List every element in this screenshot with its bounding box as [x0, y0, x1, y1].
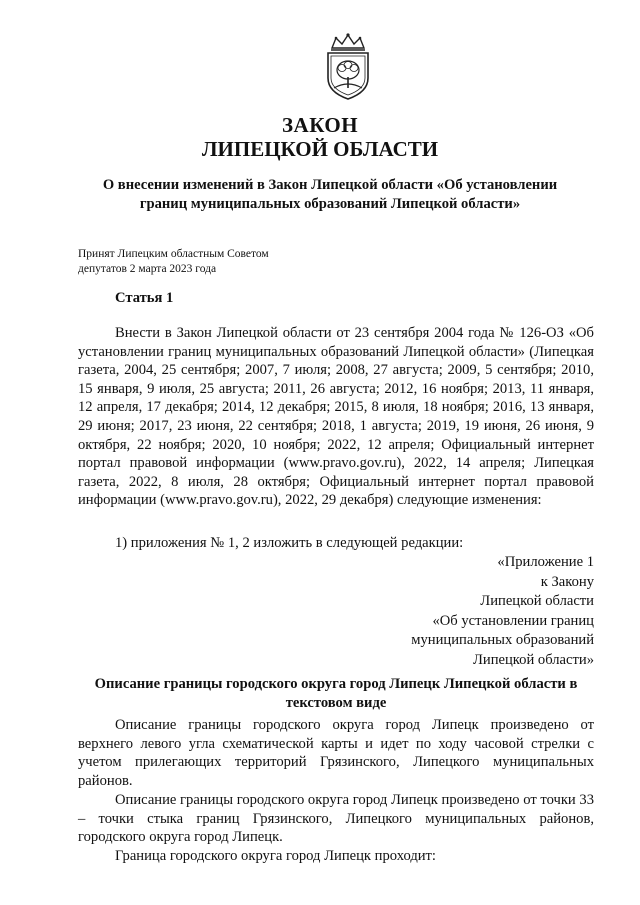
law-subtitle: О внесении изменений в Закон Липецкой области «Об установлении границ муниципальных образований Липецкой области»: [102, 177, 558, 212]
appendix-line: «Об установлении границ: [432, 612, 594, 629]
appendix-line: к Закону: [540, 573, 594, 590]
section-paragraph: Описание границы городского округа город Липецк произведено от точки 33 – точки стыка границ Грязинского, Липецкого муниципальных районов, городского округа город Липецк.: [78, 792, 594, 846]
appendix-line: муниципальных образований: [411, 632, 594, 648]
article-paragraph: Внести в Закон Липецкой области от 23 сентября 2004 года № 126-ОЗ «Об установлении границ муниципальных образований Липецкой области» (Липецкая газета, 2004, 25 сентября; 2007, 7 июля; 2008, 27 августа; 2009, 5 сентября; 2010, 15 января, 9 июля, 25 августа; 2011, 26 августа; 2012, 16 ноября; 2013, 11 января, 12 апреля, 17 декабря; 2014, 12 декабря; 2015, 8 июля, 18 ноября; 2016, 13 января, 29 июня; 2017, 23 июня, 22 сентября; 2018, 1 августа; 2019, 19 июня, 26 июня, 9 октября, 22 ноября; 2020, 10 ноября; 2022, 12 апреля; Официальный интернет портал правовой информации (www.pravo.gov.ru), 2022, 14 апреля; Липецкая газета, 2022, 8 июля, 28 октября; Официальный интернет портал правовой информации (www.pravo.gov.ru), 2022, 29 декабря) следующие изменения:: [78, 325, 594, 509]
appendix-header: [360, 553, 594, 670]
appendix-line: «Приложение 1: [497, 554, 594, 570]
appendix-line: Липецкой области: [480, 593, 594, 609]
appendix-line: Липецкой области»: [473, 651, 594, 668]
region-title: ЛИПЕЦКОЙ ОБЛАСТИ: [201, 137, 439, 161]
section-title: Описание границы городского округа город Липецк Липецкой области в текстовом виде: [94, 676, 578, 711]
lipetsk-coat-of-arms-icon: [318, 32, 378, 102]
adoption-note-line: Принят Липецким областным Советом: [78, 248, 269, 260]
adoption-note-line: депутатов 2 марта 2023 года: [78, 263, 217, 275]
section-paragraph: Описание границы городского округа город Липецк произведено от верхнего левого угла схематической карты и идет по ходу часовой стрелки с учетом прилегающих территорий Грязинского, Липецкого муниципальных районов.: [78, 717, 594, 789]
adoption-note: [78, 247, 269, 277]
section-paragraph: Граница городского округа город Липецк проходит:: [115, 848, 436, 864]
law-title: ЗАКОН: [281, 113, 359, 137]
amendment-item: 1) приложения № 1, 2 изложить в следующей редакции:: [115, 535, 464, 551]
article-heading: Статья 1: [115, 290, 174, 306]
